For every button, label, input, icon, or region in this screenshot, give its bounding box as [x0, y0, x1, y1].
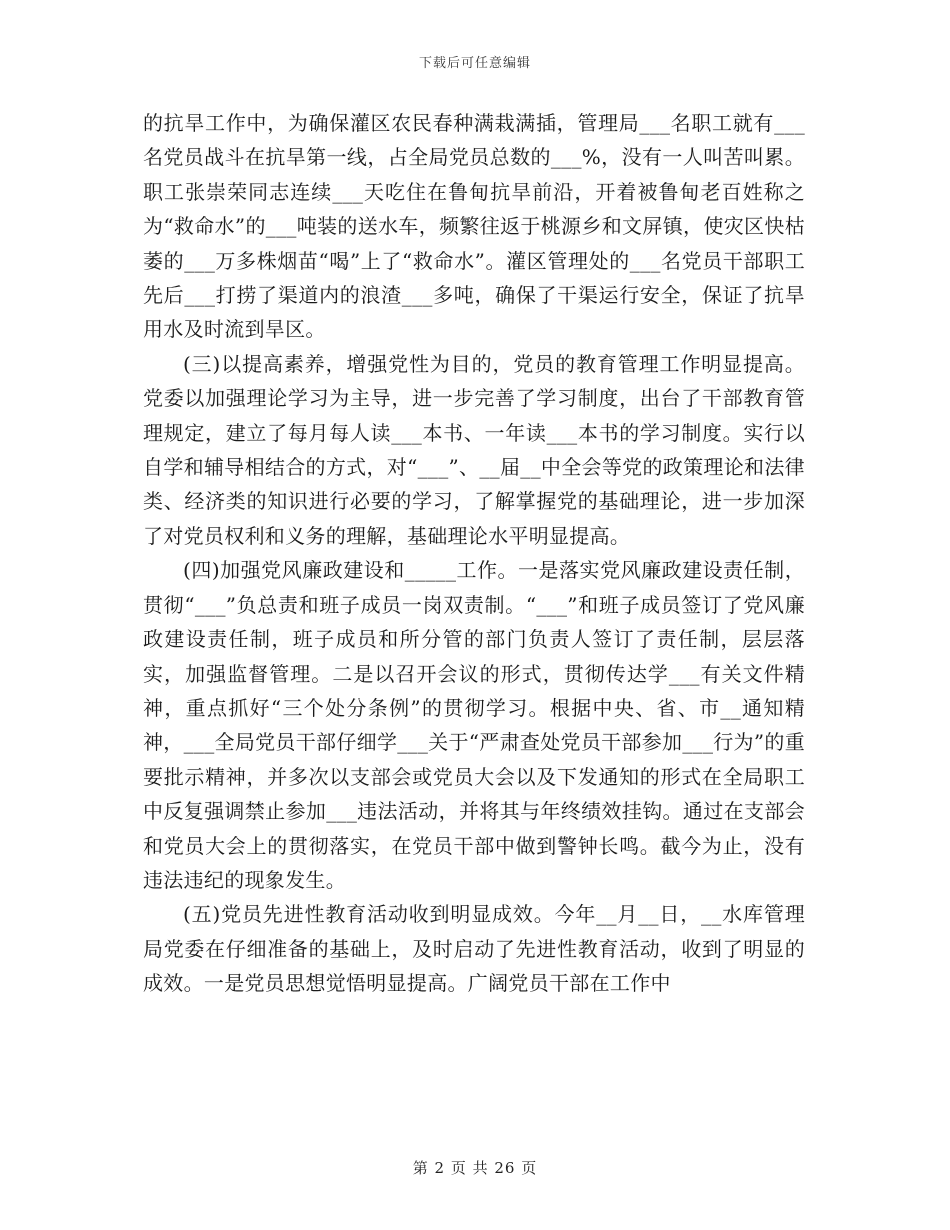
page-number-footer: 第 2 页 共 26 页 — [412, 1159, 538, 1177]
paragraph-clean-government: (四)加强党风廉政建设和_____工作。一是落实党风廉政建设责任制，贯彻“___”负总责和班子成员一岗双责制。“___”和班子成员签订了党风廉政建设责任制，班子成员和所分管的部门负责人签订了责任制，层层落实，加强监督管理。二是以召开会议的形式，贯彻传达学___有关文件精神，重点抓好“三个处分条例”的贯彻学习。根据中央、省、市__通知精神，___全局党员干部仔细学___关于“严肃查处党员干部参加___行为”的重要批示精神，并多次以支部会或党员大会以及下发通知的形式在全局职工中反复强调禁止参加___违法活动，并将其与年终绩效挂钩。通过在支部会和党员大会上的贯彻落实，在党员干部中做到警钟长鸣。截今为止，没有违法违纪的现象发生。 — [143, 558, 805, 892]
paragraph-education-management: (三)以提高素养，增强党性为目的，党员的教育管理工作明显提高。党委以加强理论学习为主导，进一步完善了学习制度，出台了干部教育管理规定，建立了每月每人读___本书、一年读___本书的学习制度。实行以自学和辅导相结合的方式，对“___”、__届__中全会等党的政策理论和法律类、经济类的知识进行必要的学习，了解掌握党的基础理论，进一步加深了对党员权利和义务的理解，基础理论水平明显提高。 — [143, 351, 805, 548]
document-body — [143, 106, 805, 1001]
page-header-note: 下载后可任意编辑 — [418, 56, 531, 71]
paragraph-advanced-education: (五)党员先进性教育活动收到明显成效。今年__月__日，__水库管理局党委在仔细准备的基础上，及时启动了先进性教育活动，收到了明显的成效。一是党员思想觉悟明显提高。广阔党员干部在工作中 — [143, 902, 805, 996]
paragraph-drought-relief: 的抗旱工作中，为确保灌区农民春种满栽满插，管理局___名职工就有___名党员战斗在抗旱第一线，占全局党员总数的___%，没有一人叫苦叫累。职工张崇荣同志连续___天吃住在鲁甸抗旱前沿，开着被鲁甸老百姓称之为“救命水”的___吨装的送水车，频繁往返于桃源乡和文屏镇，使灾区快枯萎的___万多株烟苗“喝”上了“救命水”。灌区管理处的___名党员干部职工先后___打捞了渠道内的浪渣___多吨，确保了干渠运行安全，保证了抗旱用水及时流到旱区。 — [143, 111, 805, 342]
